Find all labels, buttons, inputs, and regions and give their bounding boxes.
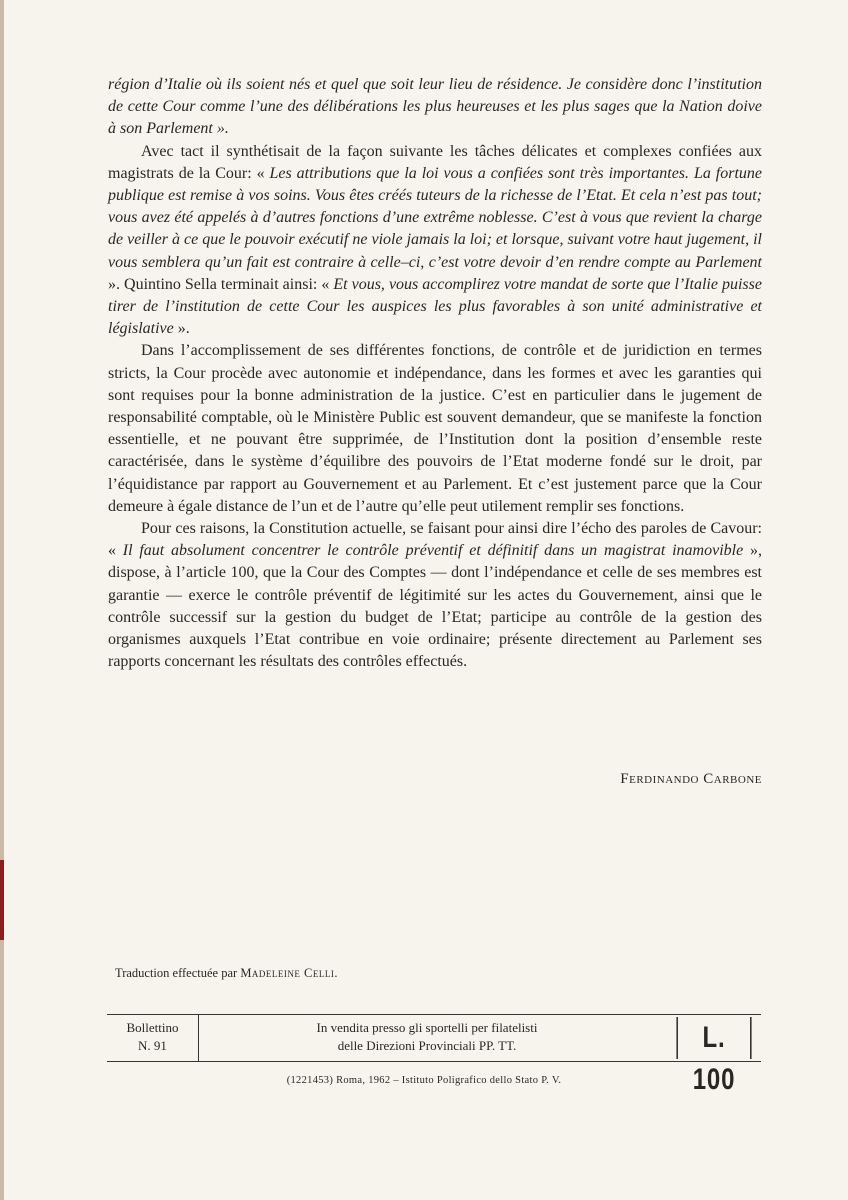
text-run: ». xyxy=(173,320,190,338)
bulletin-label: Bollettino xyxy=(126,1020,179,1035)
text-run: Il faut absolument concentrer le contrôle préventif et définitif dans un magistrat inamovible xyxy=(122,542,744,560)
text-run: ». Quintino Sella terminait ainsi: « xyxy=(108,275,334,293)
sale-info-line-2: delle Direzioni Provinciali PP. TT. xyxy=(337,1038,517,1053)
binding-mark xyxy=(0,860,4,940)
translation-label: Traduction effectuée par xyxy=(115,966,241,980)
text-run: Les attributions que la loi vous a confiées sont très importantes. La fortune publique est remise à vos soins. Vous êtes créés tuteurs de la richesse de l’Etat. Et cela n’est pas tout; vous avez été appelés à d’autres fonctions d’une extrême noblesse. C’est à vous que revient la charge de veiller à ce que le pouvoir exécutif ne viole jamais la loi; et lorsque, suivant votre haut jugement, il vous semblera qu’un fait est contraire à celle–ci, c’est votre devoir d’en rendre compte au Parlement xyxy=(108,164,763,271)
sale-info-line-1: In vendita presso gli sportelli per filatelisti xyxy=(316,1020,538,1035)
text-run: région d’Italie où ils soient nés et quel que soit leur lieu de résidence. Je considère donc l’institution de cette Cour comme l’une des délibérations les plus heureuses et les plus sages que la Nation doive à son Parlement ». xyxy=(108,76,762,138)
paragraph-4 xyxy=(108,518,762,673)
text-run: Pour ces raisons, la Constitution actuelle, se faisant pour ainsi dire l’écho des paroles de Cavour: « xyxy=(108,520,762,560)
page-edge xyxy=(0,0,4,1200)
paragraph-2 xyxy=(108,141,762,341)
text-run: Dans l’accomplissement de ses différentes fonctions, de contrôle et de juridiction en termes stricts, la Cour procède avec autonomie et indépendance, dans les formes et avec les garanties qui sont requises pour la bonne administration de la justice. C’est en particulier dans le jugement de responsabilité comptable, où le Ministère Public est souvent demandeur, que se manifeste la fonction essentielle, et ne pouvant être supprimée, de l’Institution dont la position d’ensemble reste caractérisée, dans le système d’équilibre des pouvoirs de l’Etat moderne fondé sur le droit, par l’équidistance par rapport au Gouvernement et au Parlement. Et c’est justement parce que la Cour demeure à égale distance de l’un et de l’autre qu’elle peut utilement remplir ses fonctions. xyxy=(108,342,762,515)
bulletin-cell xyxy=(107,1015,199,1061)
printer-imprint: (1221453) Roma, 1962 – Istituto Poligrafico dello Stato P. V. xyxy=(286,1075,562,1086)
sale-info-cell xyxy=(199,1015,655,1061)
price-label: L. 100 xyxy=(676,1017,751,1059)
translator-name: Madeleine Celli. xyxy=(240,966,338,980)
author-signature: Ferdinando Carbone xyxy=(620,771,762,787)
article-body xyxy=(108,74,762,673)
text-run: », dispose, à l’article 100, que la Cour des Comptes — dont l’indépendance et celle de ses membres est garantie — exerce le contrôle préventif de légitimité sur les actes du Gouvernement, ainsi que le contrôle successif sur la gestion du budget de l’Etat; participe au contrôle de la gestion des organismes auxquels l’Etat contribue en voie ordinaire; présente directement au Parlement ses rapports concernant les résultats des contrôles effectués. xyxy=(108,542,762,671)
paragraph-3 xyxy=(108,340,762,518)
text-run: Et vous, vous accomplirez votre mandat de sorte que l’Italie puisse tirer de l’institution de cette Cour les auspices les plus favorables à son unité administrative et législative xyxy=(108,275,762,338)
translation-credit xyxy=(115,966,615,981)
text-run: Avec tact il synthétisait de la façon suivante les tâches délicates et complexes confiées aux magistrats de la Cour: « xyxy=(108,142,762,182)
bulletin-number: N. 91 xyxy=(138,1038,167,1053)
paragraph-1 xyxy=(108,74,762,141)
